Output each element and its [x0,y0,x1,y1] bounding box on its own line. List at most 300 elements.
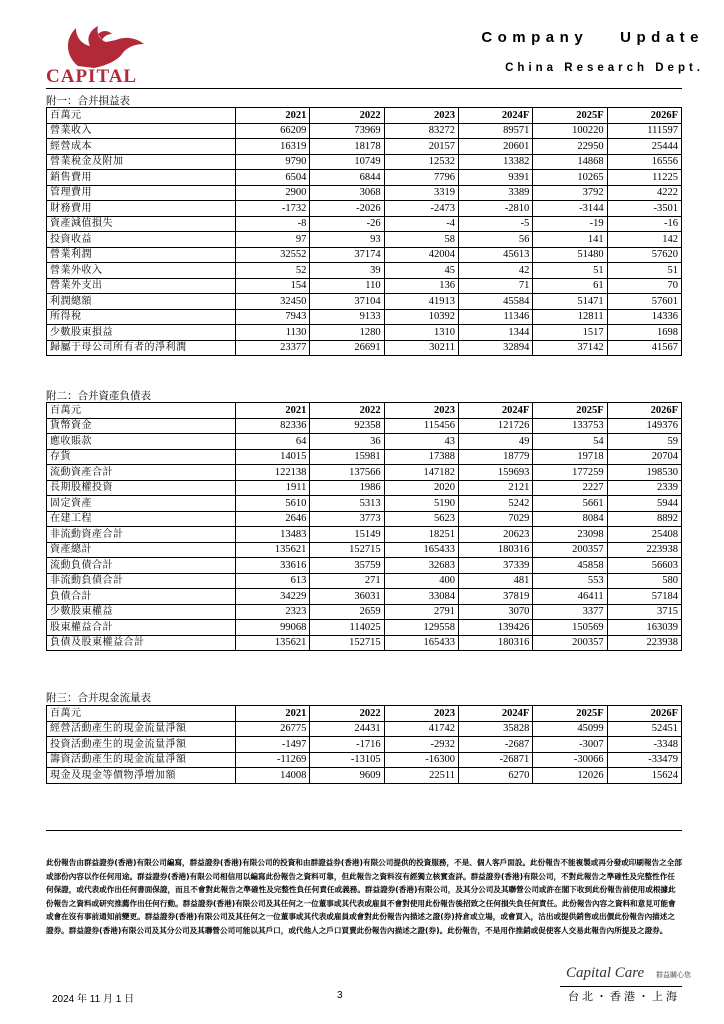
value-cell: 2021 [236,706,310,722]
value-cell: 89571 [458,123,532,139]
value-cell: 2791 [384,604,458,620]
value-cell: 223938 [607,542,681,558]
table-row [47,201,682,217]
value-cell: 54 [533,434,607,450]
value-cell: 18779 [458,449,532,465]
table-row [47,309,682,325]
row-label-cell: 資產總計 [47,542,236,558]
value-cell: 51 [607,263,681,279]
row-label-cell: 百萬元 [47,403,236,419]
value-cell: 18251 [384,527,458,543]
value-cell: 11225 [607,170,681,186]
value-cell: 8892 [607,511,681,527]
row-label-cell: 固定資產 [47,496,236,512]
value-cell: 14015 [236,449,310,465]
value-cell: 9391 [458,170,532,186]
table-row [47,123,682,139]
value-cell: 32450 [236,294,310,310]
value-cell: -1497 [236,737,310,753]
value-cell: 163039 [607,620,681,636]
value-cell: 45858 [533,558,607,574]
value-cell: -2932 [384,737,458,753]
value-cell: -8 [236,216,310,232]
table-row [47,449,682,465]
value-cell: 9133 [310,309,384,325]
value-cell: 481 [458,573,532,589]
table-row [47,216,682,232]
value-cell: -13105 [310,752,384,768]
value-cell: 177259 [533,465,607,481]
value-cell: 2020 [384,480,458,496]
value-cell: 52 [236,263,310,279]
value-cell: -26 [310,216,384,232]
value-cell: -2473 [384,201,458,217]
value-cell: 2323 [236,604,310,620]
value-cell: 3070 [458,604,532,620]
row-label-cell: 營業稅金及附加 [47,154,236,170]
table-row [47,635,682,651]
value-cell: 223938 [607,635,681,651]
value-cell: 20601 [458,139,532,155]
row-label-cell: 資產減值損失 [47,216,236,232]
footer-rule [560,986,682,987]
value-cell: 5944 [607,496,681,512]
value-cell: 6844 [310,170,384,186]
table-row [47,294,682,310]
value-cell: 2025F [533,706,607,722]
value-cell: 64 [236,434,310,450]
value-cell: 61 [533,278,607,294]
table-row [47,737,682,753]
value-cell: 7943 [236,309,310,325]
value-cell: 56 [458,232,532,248]
value-cell: 20157 [384,139,458,155]
value-cell: 39 [310,263,384,279]
row-label-cell: 經營成本 [47,139,236,155]
value-cell: 23377 [236,340,310,356]
value-cell: 11346 [458,309,532,325]
table-row [47,768,682,784]
value-cell: 51471 [533,294,607,310]
value-cell: 45 [384,263,458,279]
value-cell: 23098 [533,527,607,543]
value-cell: 180316 [458,542,532,558]
value-cell: 7796 [384,170,458,186]
table-row [47,721,682,737]
page-number: 3 [337,990,343,1001]
value-cell: 2024F [458,108,532,124]
value-cell: -3007 [533,737,607,753]
cashflow-table-title: 附三：合并現金流量表 [46,692,151,704]
value-cell: 9609 [310,768,384,784]
value-cell: 7029 [458,511,532,527]
value-cell: 45584 [458,294,532,310]
report-date: 2024 年 11 月 1 日 [52,994,135,1005]
value-cell: 20704 [607,449,681,465]
value-cell: 37174 [310,247,384,263]
value-cell: 3377 [533,604,607,620]
value-cell: -1732 [236,201,310,217]
value-cell: 24431 [310,721,384,737]
value-cell: 22511 [384,768,458,784]
row-label-cell: 現金及現金等價物淨增加額 [47,768,236,784]
value-cell: 5190 [384,496,458,512]
value-cell: -4 [384,216,458,232]
value-cell: 6270 [458,768,532,784]
value-cell: 198530 [607,465,681,481]
value-cell: 14008 [236,768,310,784]
value-cell: 34229 [236,589,310,605]
value-cell: 1130 [236,325,310,341]
value-cell: 114025 [310,620,384,636]
value-cell: 165433 [384,542,458,558]
table-row [47,527,682,543]
value-cell: 37104 [310,294,384,310]
value-cell: 2022 [310,706,384,722]
value-cell: 97 [236,232,310,248]
row-label-cell: 籌資活動產生的現金流量淨額 [47,752,236,768]
value-cell: 51 [533,263,607,279]
value-cell: 400 [384,573,458,589]
value-cell: 2021 [236,403,310,419]
value-cell: 35828 [458,721,532,737]
table-row [47,325,682,341]
value-cell: 26775 [236,721,310,737]
value-cell: 141 [533,232,607,248]
row-label-cell: 百萬元 [47,108,236,124]
value-cell: 58 [384,232,458,248]
value-cell: -3501 [607,201,681,217]
value-cell: 2021 [236,108,310,124]
research-dept: China Research Dept. [505,62,704,74]
value-cell: -30066 [533,752,607,768]
value-cell: -16 [607,216,681,232]
value-cell: 3389 [458,185,532,201]
office-cities: 台北・香港・上海 [568,990,680,1003]
disclaimer-rule [46,830,682,831]
value-cell: -33479 [607,752,681,768]
value-cell: 8084 [533,511,607,527]
value-cell: 149376 [607,418,681,434]
row-label-cell: 營業利潤 [47,247,236,263]
value-cell: 154 [236,278,310,294]
value-cell: -16300 [384,752,458,768]
value-cell: 20623 [458,527,532,543]
value-cell: 15149 [310,527,384,543]
value-cell: 37142 [533,340,607,356]
value-cell: 14336 [607,309,681,325]
company-update-title [481,29,704,46]
table-header-row [47,706,682,722]
row-label-cell: 負債及股東權益合計 [47,635,236,651]
table-row [47,511,682,527]
value-cell: 2026F [607,108,681,124]
value-cell: 139426 [458,620,532,636]
row-label-cell: 應收賬款 [47,434,236,450]
value-cell: 41567 [607,340,681,356]
value-cell: 57620 [607,247,681,263]
value-cell: 159693 [458,465,532,481]
value-cell: 15981 [310,449,384,465]
capital-care-logo: Capital Care [566,965,645,981]
value-cell: 56603 [607,558,681,574]
value-cell: 613 [236,573,310,589]
table-row [47,752,682,768]
update-word: Update [620,29,704,46]
value-cell: 1986 [310,480,384,496]
table-row [47,278,682,294]
value-cell: 51480 [533,247,607,263]
value-cell: 2646 [236,511,310,527]
value-cell: 165433 [384,635,458,651]
value-cell: -2687 [458,737,532,753]
value-cell: 1280 [310,325,384,341]
value-cell: 18178 [310,139,384,155]
value-cell: 17388 [384,449,458,465]
value-cell: 73969 [310,123,384,139]
value-cell: 1344 [458,325,532,341]
value-cell: 49 [458,434,532,450]
value-cell: 35759 [310,558,384,574]
value-cell: 147182 [384,465,458,481]
row-label-cell: 營業收入 [47,123,236,139]
row-label-cell: 股東權益合計 [47,620,236,636]
value-cell: 26691 [310,340,384,356]
table-row [47,620,682,636]
value-cell: -5 [458,216,532,232]
value-cell: 137566 [310,465,384,481]
table-row [47,573,682,589]
value-cell: 2659 [310,604,384,620]
value-cell: -2810 [458,201,532,217]
row-label-cell: 流動資產合計 [47,465,236,481]
value-cell: 2022 [310,403,384,419]
value-cell: 15624 [607,768,681,784]
value-cell: 33084 [384,589,458,605]
value-cell: 111597 [607,123,681,139]
value-cell: 71 [458,278,532,294]
value-cell: -26871 [458,752,532,768]
value-cell: 43 [384,434,458,450]
value-cell: 1911 [236,480,310,496]
row-label-cell: 營業外收入 [47,263,236,279]
value-cell: 30211 [384,340,458,356]
value-cell: 12811 [533,309,607,325]
value-cell: 12026 [533,768,607,784]
value-cell: 92358 [310,418,384,434]
capital-care-subtitle: 群益關心您 [656,971,691,979]
row-label-cell: 存貨 [47,449,236,465]
row-label-cell: 負債合計 [47,589,236,605]
value-cell: 180316 [458,635,532,651]
value-cell: 57184 [607,589,681,605]
value-cell: 3715 [607,604,681,620]
value-cell: 150569 [533,620,607,636]
value-cell: 2339 [607,480,681,496]
capital-logo-text: CAPITAL [46,66,138,87]
value-cell: -2026 [310,201,384,217]
table-row [47,434,682,450]
value-cell: 46411 [533,589,607,605]
value-cell: 59 [607,434,681,450]
value-cell: 3319 [384,185,458,201]
table-row [47,604,682,620]
table-row [47,558,682,574]
value-cell: 12532 [384,154,458,170]
value-cell: 1310 [384,325,458,341]
row-label-cell: 經營活動產生的現金流量淨額 [47,721,236,737]
value-cell: 25408 [607,527,681,543]
value-cell: 135621 [236,542,310,558]
value-cell: 2026F [607,706,681,722]
value-cell: 82336 [236,418,310,434]
value-cell: 66209 [236,123,310,139]
table-row [47,465,682,481]
row-label-cell: 百萬元 [47,706,236,722]
balance-sheet-table [46,402,682,651]
value-cell: 25444 [607,139,681,155]
value-cell: 52451 [607,721,681,737]
value-cell: 121726 [458,418,532,434]
value-cell: 2022 [310,108,384,124]
value-cell: 100220 [533,123,607,139]
value-cell: 5242 [458,496,532,512]
value-cell: 45099 [533,721,607,737]
table-row [47,589,682,605]
value-cell: 136 [384,278,458,294]
value-cell: 5661 [533,496,607,512]
value-cell: 6504 [236,170,310,186]
row-label-cell: 貨幣資金 [47,418,236,434]
row-label-cell: 流動負債合計 [47,558,236,574]
value-cell: 2023 [384,403,458,419]
value-cell: 32894 [458,340,532,356]
value-cell: 13483 [236,527,310,543]
value-cell: 152715 [310,542,384,558]
value-cell: 70 [607,278,681,294]
value-cell: 2024F [458,706,532,722]
row-label-cell: 營業外支出 [47,278,236,294]
value-cell: 36 [310,434,384,450]
value-cell: 16319 [236,139,310,155]
value-cell: 83272 [384,123,458,139]
row-label-cell: 投資收益 [47,232,236,248]
table-row [47,232,682,248]
value-cell: 2023 [384,108,458,124]
cashflow-table [46,705,682,784]
value-cell: 1517 [533,325,607,341]
table-row [47,185,682,201]
value-cell: 5610 [236,496,310,512]
value-cell: 42 [458,263,532,279]
value-cell: 152715 [310,635,384,651]
value-cell: 13382 [458,154,532,170]
table-row [47,170,682,186]
value-cell: 3792 [533,185,607,201]
value-cell: 22950 [533,139,607,155]
value-cell: 2121 [458,480,532,496]
value-cell: 2900 [236,185,310,201]
value-cell: 16556 [607,154,681,170]
value-cell: 122138 [236,465,310,481]
value-cell: 99068 [236,620,310,636]
table-row [47,139,682,155]
row-label-cell: 少數股東權益 [47,604,236,620]
table-row [47,340,682,356]
row-label-cell: 長期股權投資 [47,480,236,496]
row-label-cell: 少數股東損益 [47,325,236,341]
table-row [47,542,682,558]
row-label-cell: 管理費用 [47,185,236,201]
value-cell: 10392 [384,309,458,325]
value-cell: -3144 [533,201,607,217]
value-cell: 14868 [533,154,607,170]
value-cell: 42004 [384,247,458,263]
value-cell: 200357 [533,542,607,558]
value-cell: 133753 [533,418,607,434]
value-cell: 4222 [607,185,681,201]
value-cell: -19 [533,216,607,232]
balance-table-title: 附二：合并資產負債表 [46,390,151,402]
value-cell: 3068 [310,185,384,201]
value-cell: 32552 [236,247,310,263]
value-cell: 41913 [384,294,458,310]
value-cell: 553 [533,573,607,589]
value-cell: 10749 [310,154,384,170]
value-cell: 271 [310,573,384,589]
value-cell: 93 [310,232,384,248]
row-label-cell: 財務費用 [47,201,236,217]
value-cell: 45613 [458,247,532,263]
value-cell: 5313 [310,496,384,512]
value-cell: 135621 [236,635,310,651]
value-cell: 10265 [533,170,607,186]
row-label-cell: 利潤總額 [47,294,236,310]
table-row [47,263,682,279]
page-header [0,0,724,92]
value-cell: 3773 [310,511,384,527]
value-cell: 36031 [310,589,384,605]
table-row [47,418,682,434]
value-cell: 115456 [384,418,458,434]
row-label-cell: 投資活動產生的現金流量淨額 [47,737,236,753]
value-cell: 37339 [458,558,532,574]
value-cell: 57601 [607,294,681,310]
value-cell: 580 [607,573,681,589]
row-label-cell: 歸屬于母公司所有者的淨利潤 [47,340,236,356]
company-word: Company [481,29,589,46]
row-label-cell: 銷售費用 [47,170,236,186]
value-cell: -3348 [607,737,681,753]
value-cell: 1698 [607,325,681,341]
value-cell: 129558 [384,620,458,636]
value-cell: 2023 [384,706,458,722]
value-cell: -1716 [310,737,384,753]
row-label-cell: 所得稅 [47,309,236,325]
row-label-cell: 非流動負債合計 [47,573,236,589]
income-table-title: 附一：合并損益表 [46,95,130,107]
value-cell: 37819 [458,589,532,605]
value-cell: 2025F [533,108,607,124]
table-row [47,154,682,170]
value-cell: 2227 [533,480,607,496]
value-cell: 33616 [236,558,310,574]
value-cell: 200357 [533,635,607,651]
value-cell: 41742 [384,721,458,737]
value-cell: 5623 [384,511,458,527]
value-cell: 2024F [458,403,532,419]
table-row [47,480,682,496]
